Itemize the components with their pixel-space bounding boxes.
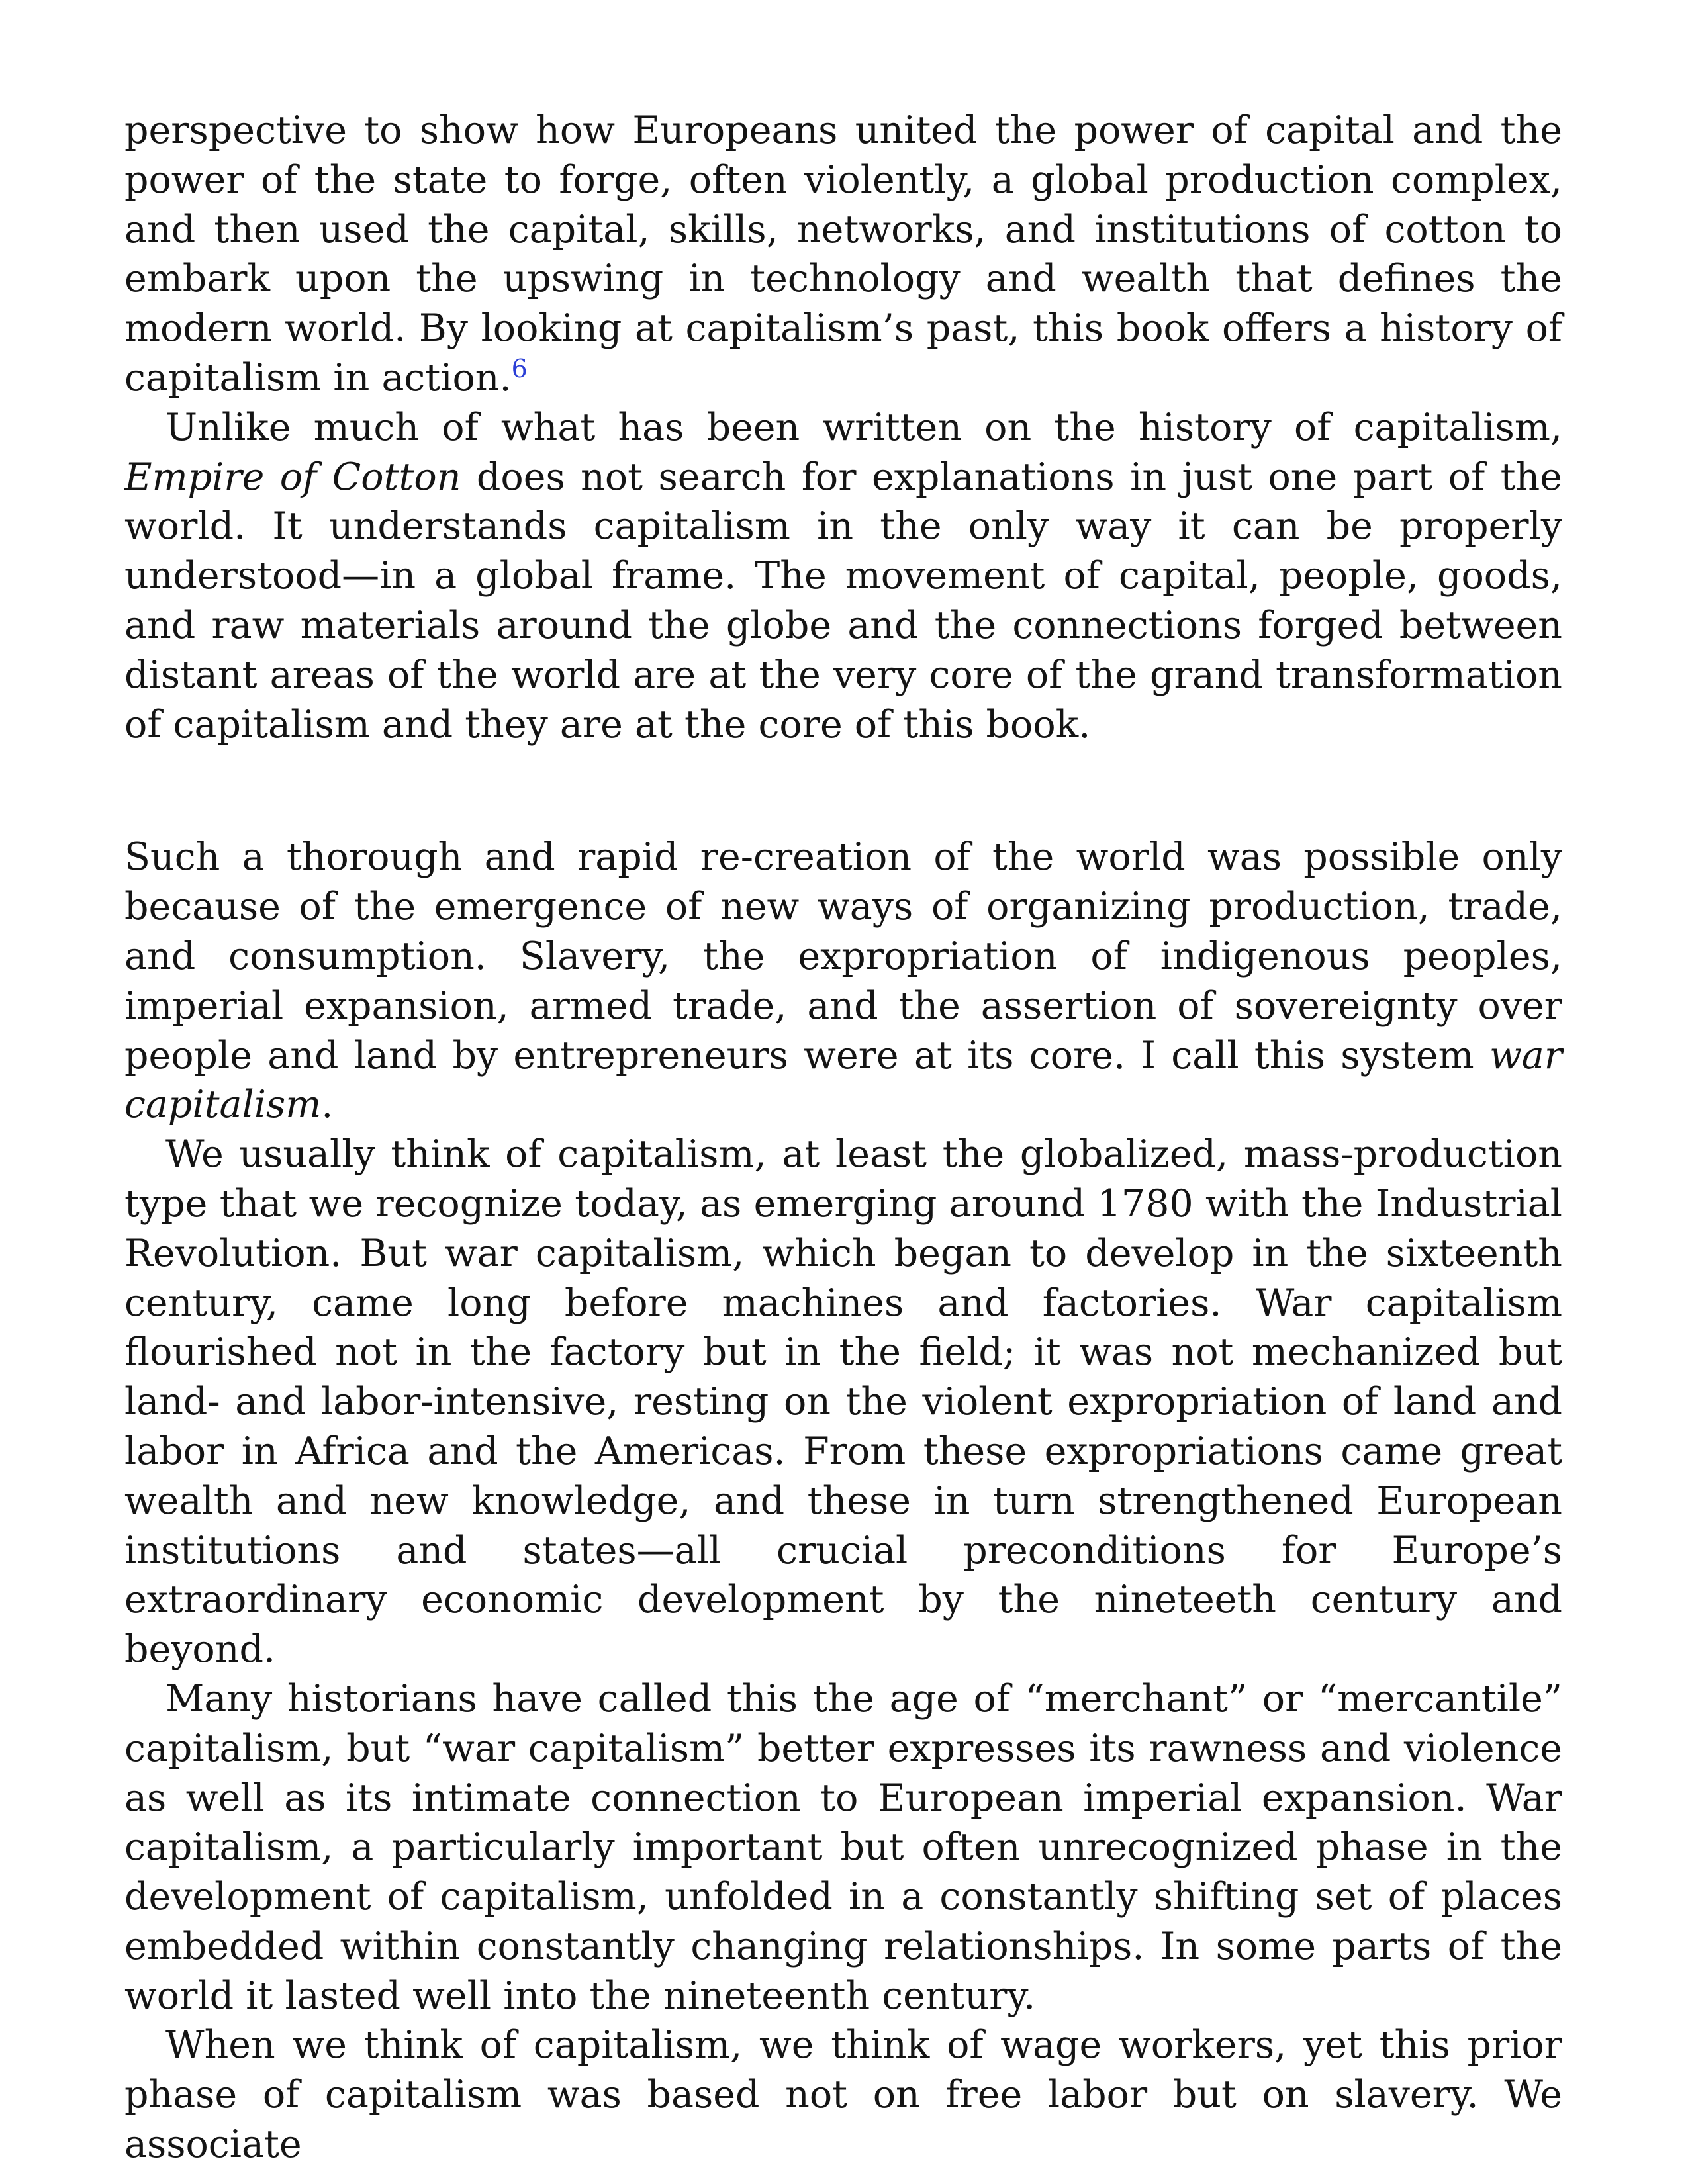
footnote-ref-link[interactable]: 6	[511, 353, 528, 383]
paragraph-2-rest: does not search for explanations in just one part of the world. It understands capitalism in the only way it can be properly understood—in a global frame. The movement of capital, people, goods, and raw materials around the globe and the connections forged between distant areas of the world are at the very core of the grand transformation of capitalism and they are at the core of this book.	[124, 455, 1562, 747]
section-break	[124, 749, 1562, 833]
paragraph-3-rest: .	[321, 1083, 334, 1127]
book-title-italic: Empire of Cotton	[124, 455, 461, 499]
paragraph-6: When we think of capitalism, we think of wage workers, yet this prior phase of capitalism was based not on free labor but on slavery. We associate	[124, 2023, 1562, 2167]
paragraph-3-lead: Such a thorough and rapid re-creation of the world was possible only because of the emergence of new ways of organizing production, trade, and consumption. Slavery, the expropriation of indigenous peoples, imperial expansion, armed trade, and the assertion of sovereignty over people and land by entrepreneurs were at its core. I call this system	[124, 835, 1562, 1077]
term-italic: war capitalism	[124, 1033, 1562, 1127]
document-page	[124, 106, 1562, 2169]
paragraph-2	[124, 403, 1562, 750]
paragraph-2-lead: Unlike much of what has been written on the history of capitalism,	[165, 405, 1562, 449]
paragraph-1-text: perspective to show how Europeans united the power of capital and the power of the state to forge, often violently, a global production complex, and then used the capital, skills, networks, and institutions of cotton to embark upon the upswing in technology and wealth that defines the modern world. By looking at capitalism’s past, this book offers a history of capitalism in action.	[124, 109, 1562, 400]
paragraph-4: We usually think of capitalism, at least the globalized, mass-production type that we recognize today, as emerging around 1780 with the Industrial Revolution. But war capitalism, which began to develop in the sixteenth century, came long before machines and factories. War capitalism flourished not in the factory but in the field; it was not mechanized but land- and labor-intensive, resting on the violent expropriation of land and labor in Africa and the Americas. From these expropriations came great wealth and new knowledge, and these in turn strengthened European institutions and states—all crucial preconditions for Europe’s extraordinary economic development by the nineteeth century and beyond.	[124, 1132, 1562, 1672]
paragraph-3	[124, 833, 1562, 1130]
paragraph-1	[124, 106, 1562, 403]
paragraph-5: Many historians have called this the age of “merchant” or “mercantile” capitalism, but “war capitalism” better expresses its rawness and violence as well as its intimate connection to European imperial expansion. War capitalism, a particularly important but often unrecognized phase in the development of capitalism, unfolded in a constantly shifting set of places embedded within constantly changing relationships. In some parts of the world it lasted well into the nineteenth century.	[124, 1676, 1562, 2018]
